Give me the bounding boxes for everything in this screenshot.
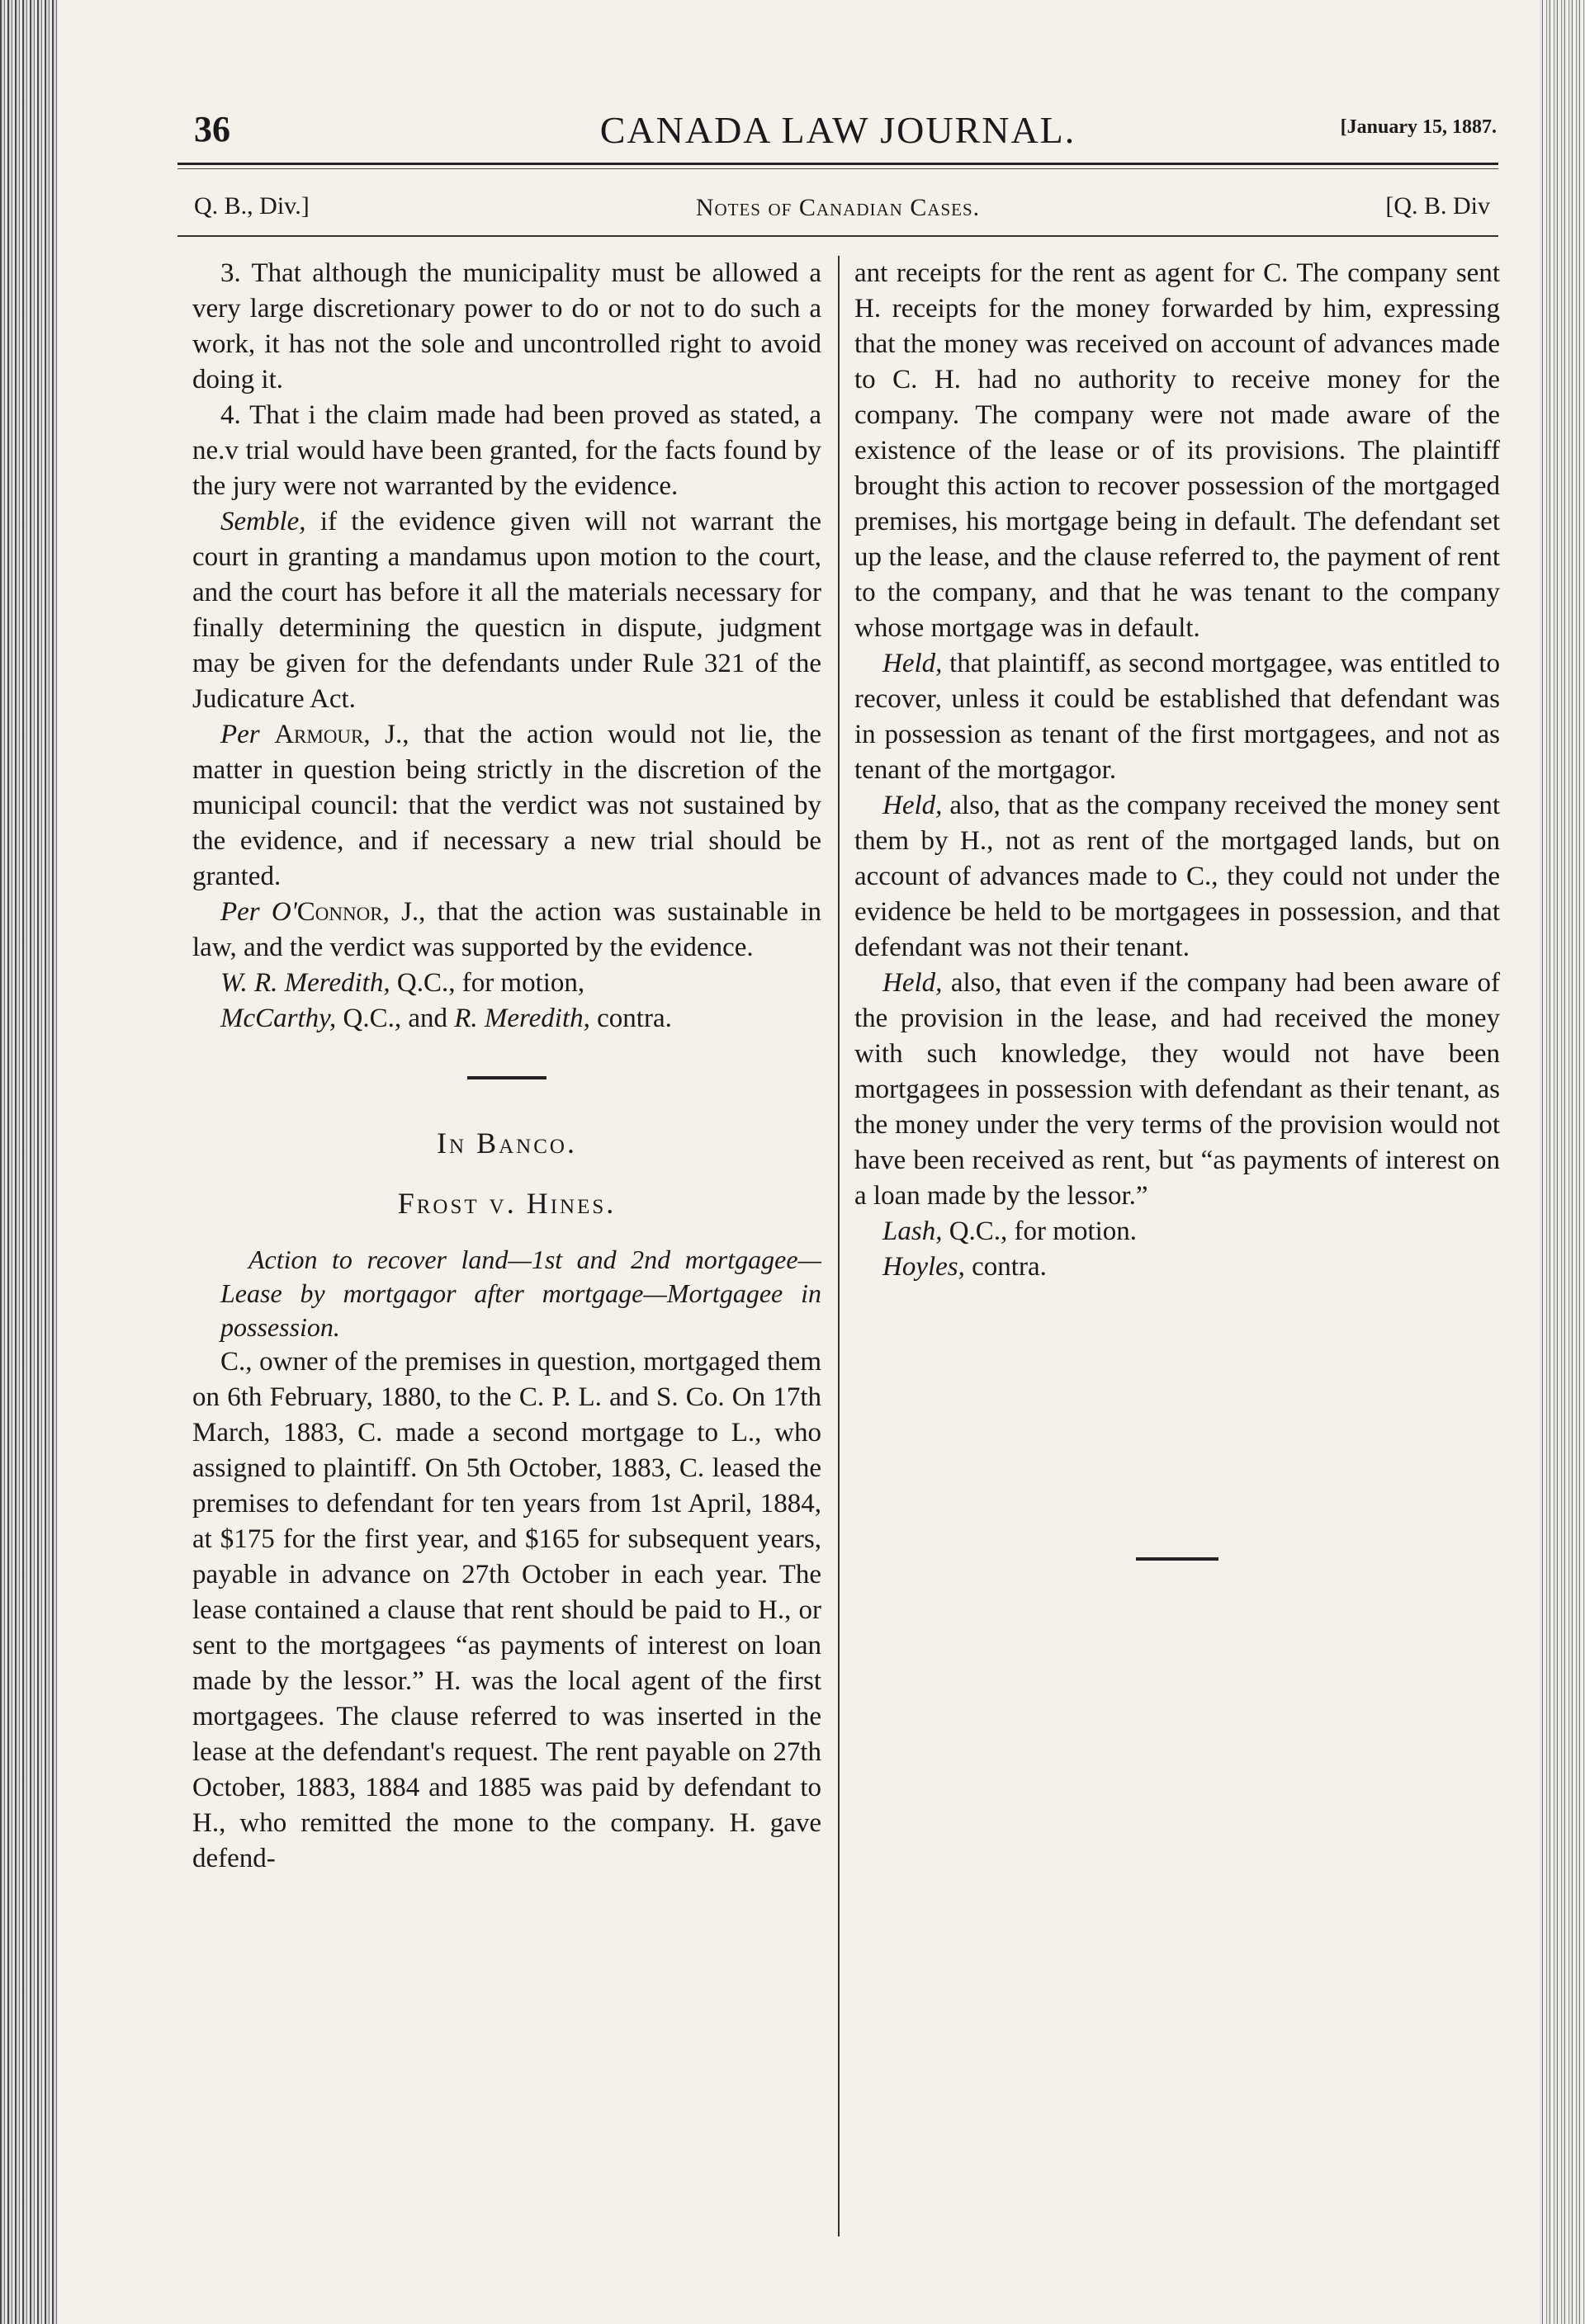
- counsel-name: Hoyles,: [882, 1252, 965, 1282]
- paragraph: [854, 788, 1500, 966]
- paragraph: [192, 895, 821, 966]
- counsel-line: [854, 1249, 1500, 1285]
- court-heading: In Banco.: [437, 1127, 577, 1160]
- paragraph: C., owner of the premises in question, mortgaged them on 6th February, 1880, to the C. P. L. and S. Co. On 17th March, 1883, C. made a second mortgage to L., who assigned to plaintiff. On 5th October, 1883, C. leased the premises to defendant for ten years from 1st April, 1884, at $175 for the first year, and $165 for subsequent years, payable in advance on 27th October in each year. The lease contained a clause that rent should be paid to H., or sent to the mortgagees “as payments of interest on loan made by the lessor.” H. was the local agent of the first mortgagees. The clause referred to was inserted in the lease at the defendant's request. The rent payable on 27th October, 1883, 1884 and 1885 was paid by defendant to H., who remitted the mone to the company. H. gave defend-: [192, 1347, 821, 1873]
- section-head: [177, 192, 1498, 234]
- section-right-label: [Q. B. Div: [1385, 192, 1490, 220]
- page-number: 36: [194, 109, 230, 149]
- right-column: [854, 256, 1500, 1561]
- counsel-text: Q.C., and: [336, 1004, 455, 1033]
- paragraph: [192, 504, 821, 717]
- paragraph-text: , J., that the action was sustainable in law, and the verdict was supported by the evidence.: [192, 897, 821, 962]
- counsel-text: Q.C., for motion.: [942, 1216, 1138, 1246]
- journal-page: [177, 95, 1498, 2274]
- counsel-text: contra.: [964, 1252, 1047, 1282]
- paragraph-text: that plaintiff, as second mortgagee, was entitled to recover, unless it could be established that defendant was in possession as tenant of the first mortgagees, and not as tenant of the mortgagor.: [854, 649, 1500, 785]
- counsel-name: Lash,: [882, 1216, 943, 1246]
- paragraph: [854, 646, 1500, 788]
- counsel-name: W. R. Meredith,: [220, 968, 390, 998]
- paragraph-text: if the evidence given will not warrant the court in granting a mandamus upon motion to the court, and the court has before it all the materials necessary for finally determining the questicn in dispute, judgment may be given for the defendants under Rule 321 of the Judicature Act.: [192, 507, 821, 714]
- per-label: Per O': [220, 897, 297, 927]
- header-rule-thin: [177, 168, 1498, 169]
- judge-name: Armour: [274, 720, 364, 749]
- paragraph: 3. That although the municipality must be allowed a very large discretionary power to do or not to do such a work, it has not the sole and uncontrolled right to avoid doing it.: [192, 258, 821, 394]
- counsel-name: McCarthy,: [220, 1004, 337, 1033]
- counsel-name: R. Meredith,: [454, 1004, 590, 1033]
- counsel-line: [192, 1001, 821, 1037]
- scan-binding-edge-left: [0, 0, 58, 2324]
- semble-label: Semble,: [220, 507, 306, 536]
- paragraph: ant receipts for the rent as agent for C. The company sent H. receipts for the money forwarded by him, expressing that the money was received on account of advances made to C. H. had no authority to receive money for the company. The company were not made aware of the existence of the lease or of its provisions. The plaintiff brought this action to recover possession of the mortgaged premises, his mortgage being in default. The defendant set up the lease, and the clause referred to, the payment of rent to the company, and that he was tenant to the company whose mortgage was in default.: [854, 258, 1500, 643]
- left-column: [192, 256, 821, 1877]
- running-head: [177, 95, 1498, 153]
- header-rule: [177, 163, 1498, 165]
- paragraph: 4. That i the claim made had been proved as stated, a ne.v trial would have been granted, for the facts found by the jury were not warranted by the evidence.: [192, 400, 821, 501]
- paragraph-text: , J., that the action would not lie, the matter in question being strictly in the discretion of the municipal council: that the verdict was not sustained by the evidence, and if necessary a new trial should be granted.: [192, 720, 821, 891]
- per-label: Per: [220, 720, 275, 749]
- counsel-line: [854, 1214, 1500, 1249]
- issue-date: [January 15, 1887.: [1340, 116, 1497, 138]
- section-left-label: Q. B., Div.]: [194, 192, 310, 220]
- section-title: Notes of Canadian Cases.: [695, 194, 981, 221]
- paragraph-text: also, that even if the company had been aware of the provision in the lease, and had received the money with such knowledge, they would not have been mortgagees in possession with defendant as their tenant, as the money under the very terms of the provision would not have been received as rent, but “as payments of interest on a loan made by the lessor.”: [854, 968, 1500, 1211]
- paragraph-text: also, that as the company received the money sent them by H., not as rent of the mortgaged lands, but on account of advances made to C., they could not under the evidence be held to be mortgagees in possession, and that defendant was not their tenant.: [854, 791, 1500, 962]
- case-title: Frost v. Hines.: [397, 1187, 617, 1220]
- held-label: Held,: [882, 968, 943, 998]
- judge-name: Connor: [296, 897, 383, 927]
- counsel-text: contra.: [589, 1004, 672, 1033]
- counsel-line: [192, 966, 821, 1001]
- paragraph: [854, 966, 1500, 1214]
- separator-rule: [467, 1076, 546, 1079]
- scan-binding-edge-right: [1540, 0, 1585, 2324]
- paragraph: [192, 717, 821, 895]
- section-rule: [177, 235, 1498, 237]
- counsel-text: Q.C., for motion,: [390, 968, 585, 998]
- column-divider: [838, 256, 840, 2237]
- headnote: Action to recover land—1st and 2nd mortgagee—Lease by mortgagor after mortgage—Mortgagee in possession.: [220, 1245, 821, 1342]
- held-label: Held,: [882, 649, 943, 678]
- journal-title: CANADA LAW JOURNAL.: [599, 109, 1076, 151]
- held-label: Held,: [882, 791, 943, 820]
- end-rule: [1136, 1557, 1218, 1561]
